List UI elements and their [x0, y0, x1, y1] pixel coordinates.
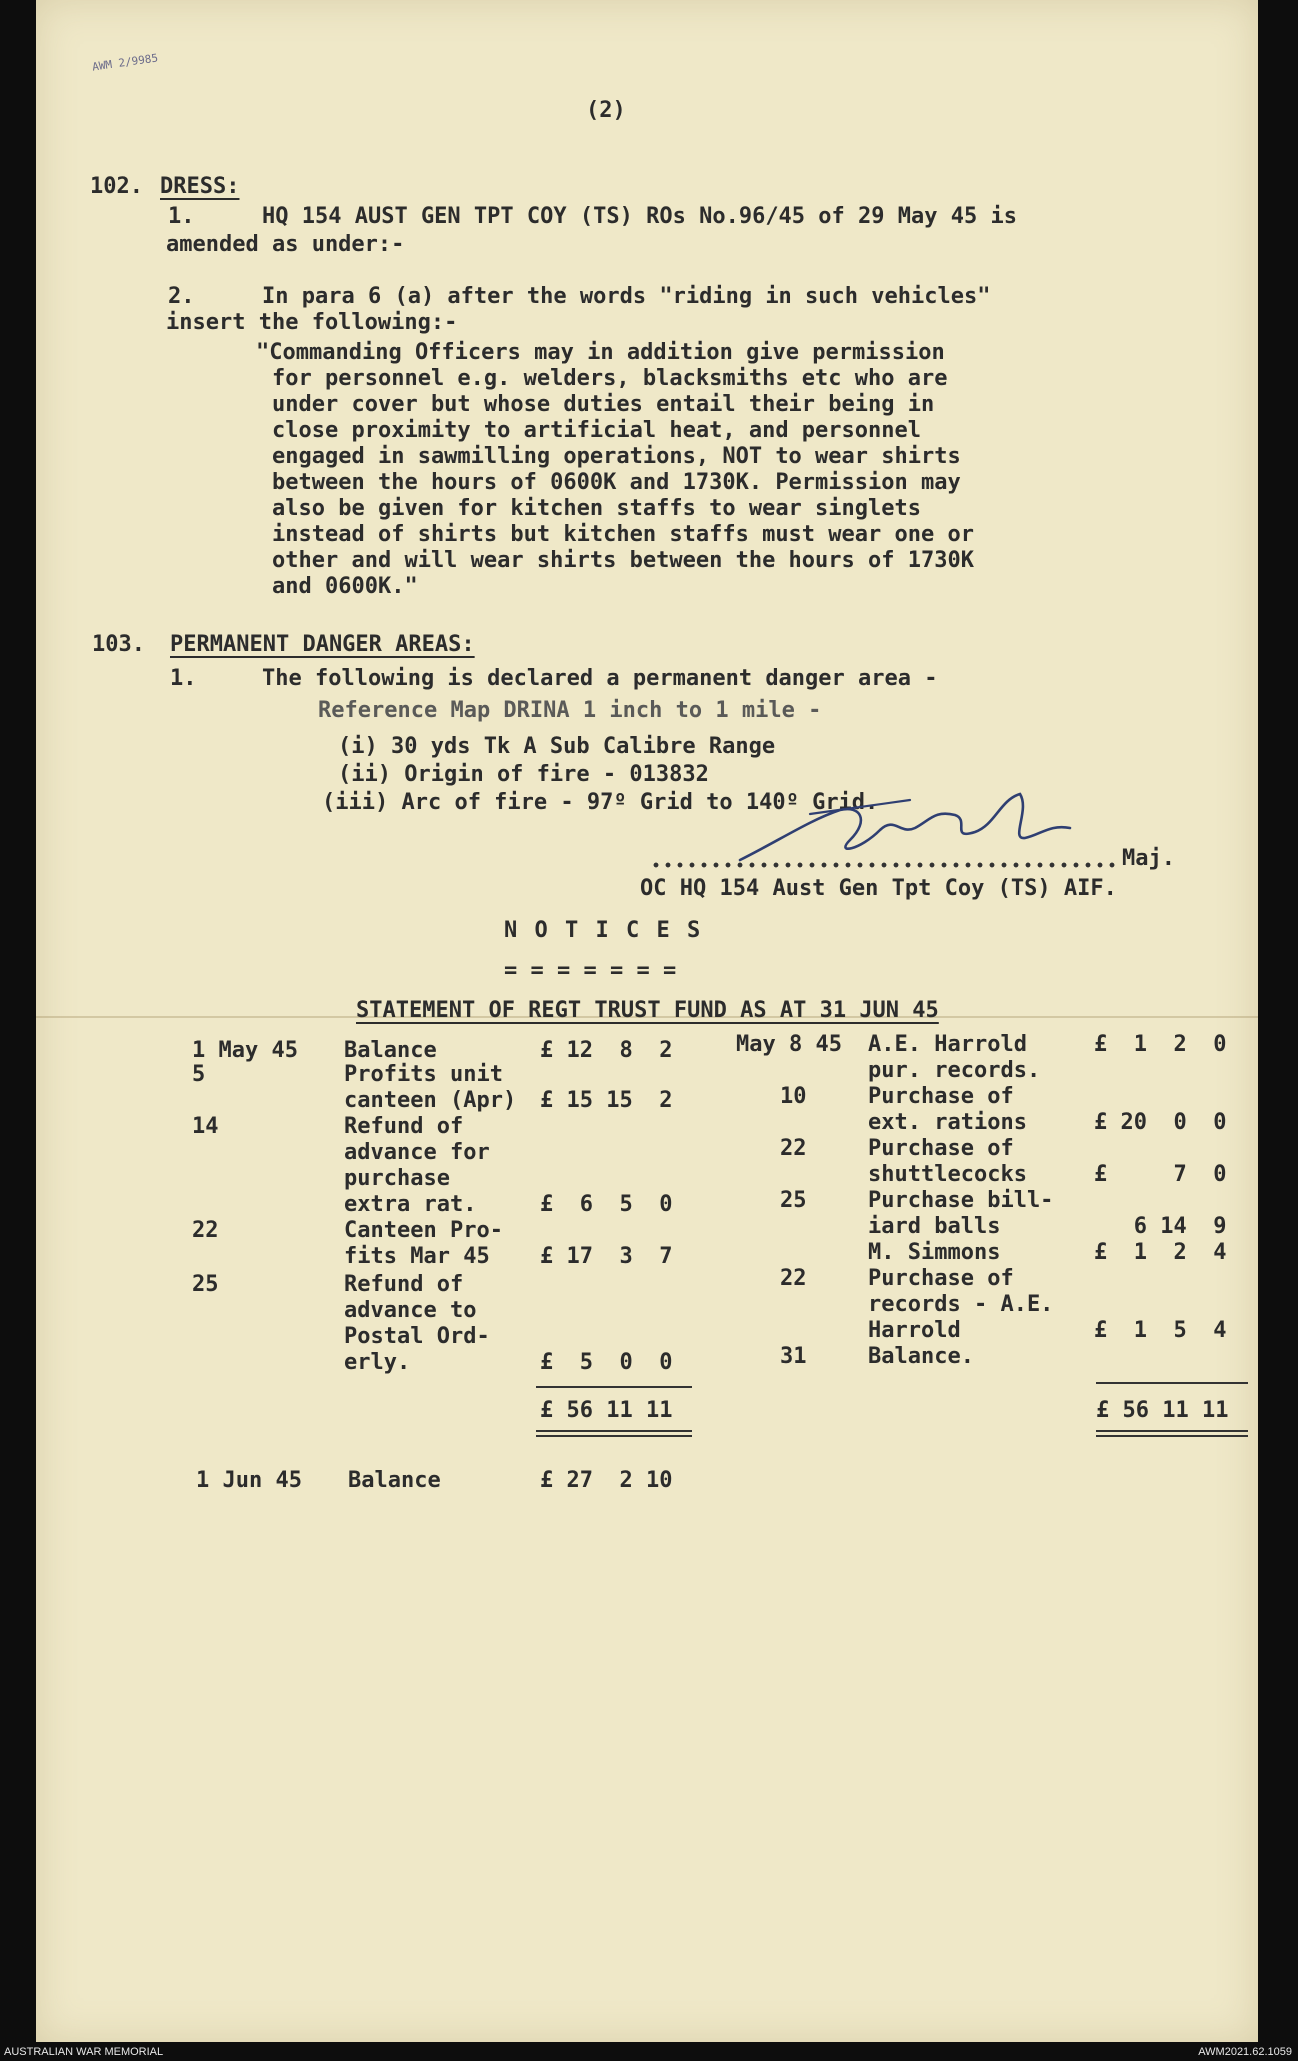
fund-amount: £ 1 2 4 — [1094, 1240, 1227, 1265]
para-2-line: insert the following:- — [166, 310, 458, 335]
total-rule — [536, 1430, 692, 1432]
notices-heading: N O T I C E S — [504, 918, 703, 943]
fund-date: 5 — [192, 1062, 206, 1087]
total-rule — [1096, 1435, 1248, 1437]
total-rule — [536, 1386, 692, 1388]
fund-desc: advance to — [344, 1298, 477, 1323]
fund-date: 22 — [780, 1266, 807, 1291]
fund-desc: ext. rations — [868, 1110, 1027, 1135]
quote-line: and 0600K." — [272, 574, 418, 599]
fund-desc: Purchase bill- — [868, 1188, 1054, 1213]
fund-amount: £ 15 15 2 — [540, 1088, 673, 1113]
quote-line: under cover but whose duties entail their being in — [272, 392, 935, 417]
fund-desc: extra rat. — [344, 1192, 477, 1217]
closing-amount: £ 27 2 10 — [540, 1468, 673, 1493]
fund-desc: Balance. — [868, 1344, 974, 1369]
fund-desc: Profits unit — [344, 1062, 503, 1087]
fund-date: 14 — [192, 1114, 219, 1139]
section-103-number: 103. — [92, 632, 145, 657]
fund-desc: Purchase of — [868, 1084, 1014, 1109]
closing-desc: Balance — [348, 1468, 441, 1493]
quote-line: instead of shirts but kitchen staffs must wear one or — [272, 522, 974, 547]
page-number: (2) — [586, 98, 626, 123]
fund-date: 1 May 45 — [192, 1038, 298, 1063]
fund-date: 25 — [780, 1188, 807, 1213]
section-102-heading: DRESS: — [160, 174, 240, 199]
total-rule — [1096, 1382, 1248, 1384]
fund-total: £ 56 11 11 — [1096, 1398, 1229, 1423]
statement-title: STATEMENT OF REGT TRUST FUND AS AT 31 JUN 45 — [356, 998, 939, 1023]
fund-desc: iard balls — [868, 1214, 1001, 1239]
corner-scribble: AWM 2/9985 — [91, 51, 159, 74]
fund-amount: 6 14 9 — [1094, 1214, 1227, 1239]
fund-date: 22 — [780, 1136, 807, 1161]
fund-amount: £ 5 0 0 — [540, 1350, 673, 1375]
fund-desc: Postal Ord- — [344, 1324, 490, 1349]
fund-date: 10 — [780, 1084, 807, 1109]
para-2-line: In para 6 (a) after the words "riding in such vehicles" — [262, 284, 991, 309]
fund-desc: pur. records. — [868, 1058, 1041, 1083]
danger-reference: Reference Map DRINA 1 inch to 1 mile - — [318, 698, 822, 723]
danger-para-number: 1. — [170, 666, 197, 691]
danger-item: (i) 30 yds Tk A Sub Calibre Range — [338, 734, 776, 759]
fund-desc: Purchase of — [868, 1266, 1014, 1291]
quote-line: "Commanding Officers may in addition give permission — [256, 340, 945, 365]
fund-amount: £ 17 3 7 — [540, 1244, 673, 1269]
quote-line: between the hours of 0600K and 1730K. Permission may — [272, 470, 961, 495]
fund-desc: advance for — [344, 1140, 490, 1165]
handwritten-signature — [720, 780, 1100, 870]
section-103-heading: PERMANENT DANGER AREAS: — [170, 632, 475, 657]
para-1-line: amended as under:- — [166, 232, 405, 257]
fund-date: 31 — [780, 1344, 807, 1369]
para-2-number: 2. — [168, 284, 195, 309]
signature-line — [650, 862, 1120, 868]
quote-line: other and will wear shirts between the hours of 1730K — [272, 548, 974, 573]
fund-date: May 8 45 — [736, 1032, 842, 1057]
fund-desc: Refund of — [344, 1114, 464, 1139]
danger-line: The following is declared a permanent danger area - — [262, 666, 938, 691]
signature-rank: Maj. — [1122, 846, 1175, 871]
fund-desc: purchase — [344, 1166, 450, 1191]
danger-item: (iii) Arc of fire - 97º Grid to 140º Grid. — [322, 790, 879, 815]
fund-total: £ 56 11 11 — [540, 1398, 673, 1423]
notices-underline: = = = = = = = — [504, 958, 677, 983]
para-1-line: HQ 154 AUST GEN TPT COY (TS) ROs No.96/45 of 29 May 45 is — [262, 204, 1017, 229]
fund-amount: £ 6 5 0 — [540, 1192, 673, 1217]
danger-item: (ii) Origin of fire - 013832 — [338, 762, 709, 787]
total-rule — [536, 1435, 692, 1437]
fund-desc: Refund of — [344, 1272, 464, 1297]
quote-line: engaged in sawmilling operations, NOT to wear shirts — [272, 444, 961, 469]
quote-line: close proximity to artificial heat, and personnel — [272, 418, 922, 443]
fund-desc: Balance — [344, 1038, 437, 1063]
section-102-number: 102. — [90, 174, 143, 199]
fund-desc: Harrold — [868, 1318, 961, 1343]
fund-amount: £ 20 0 0 — [1094, 1110, 1227, 1135]
fund-desc: fits Mar 45 — [344, 1244, 490, 1269]
fund-desc: shuttlecocks — [868, 1162, 1027, 1187]
footer-archive-name: AUSTRALIAN WAR MEMORIAL — [4, 2046, 164, 2058]
quote-line: for personnel e.g. welders, blacksmiths etc who are — [272, 366, 948, 391]
footer-accession-number: AWM2021.62.1059 — [1198, 2046, 1292, 2058]
total-rule — [1096, 1430, 1248, 1432]
fund-date: 25 — [192, 1272, 219, 1297]
fund-desc: canteen (Apr) — [344, 1088, 517, 1113]
fund-amount: £ 7 0 — [1094, 1162, 1227, 1187]
quote-line: also be given for kitchen staffs to wear singlets — [272, 496, 922, 521]
fund-amount: £ 1 2 0 — [1094, 1032, 1227, 1057]
fund-desc: Canteen Pro- — [344, 1218, 503, 1243]
fund-date: 22 — [192, 1218, 219, 1243]
fund-desc: M. Simmons — [868, 1240, 1001, 1265]
fund-amount: £ 1 5 4 — [1094, 1318, 1227, 1343]
para-1-number: 1. — [168, 204, 195, 229]
fund-desc: records - A.E. — [868, 1292, 1054, 1317]
fund-amount: £ 12 8 2 — [540, 1038, 673, 1063]
fund-desc: Purchase of — [868, 1136, 1014, 1161]
fund-desc: A.E. Harrold — [868, 1032, 1027, 1057]
closing-date: 1 Jun 45 — [196, 1468, 302, 1493]
fund-desc: erly. — [344, 1350, 411, 1375]
signature-title: OC HQ 154 Aust Gen Tpt Coy (TS) AIF. — [640, 876, 1117, 901]
